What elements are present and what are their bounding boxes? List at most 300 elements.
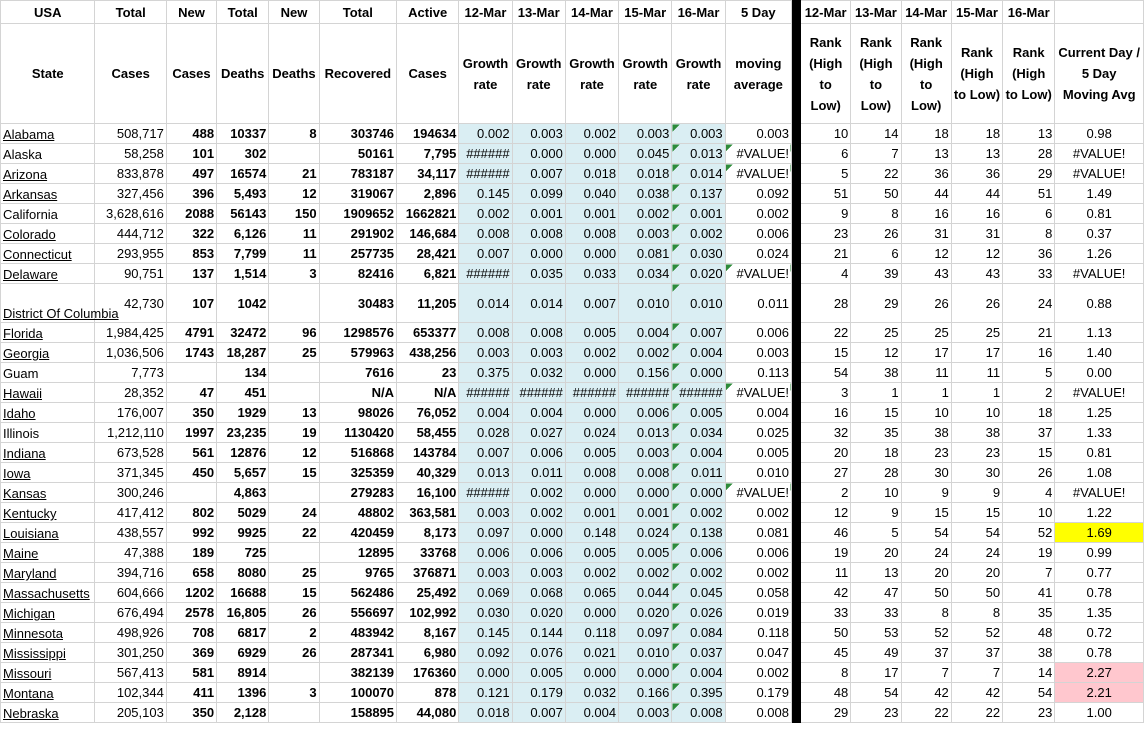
data-cell[interactable]: 15 — [269, 463, 319, 483]
data-cell[interactable]: 102,992 — [397, 603, 459, 623]
state-cell[interactable]: Connecticut — [1, 244, 95, 264]
data-cell[interactable]: 0.98 — [1055, 124, 1144, 144]
data-cell[interactable]: 0.069 — [459, 583, 512, 603]
data-cell[interactable]: 33 — [1003, 264, 1055, 284]
data-cell[interactable]: N/A — [397, 383, 459, 403]
data-cell[interactable]: 13 — [851, 563, 901, 583]
data-cell[interactable]: 0.047 — [725, 643, 791, 663]
data-cell[interactable]: 581 — [166, 663, 216, 683]
data-cell[interactable]: 10 — [1003, 503, 1055, 523]
data-cell[interactable]: 382139 — [319, 663, 396, 683]
data-cell[interactable]: 26 — [1003, 463, 1055, 483]
data-cell[interactable]: 0.006 — [512, 543, 565, 563]
state-cell[interactable]: Alaska — [1, 144, 95, 164]
data-cell[interactable]: 37 — [901, 643, 951, 663]
data-cell[interactable]: 562486 — [319, 583, 396, 603]
data-cell[interactable]: 11 — [951, 363, 1002, 383]
header-label-cell-9[interactable]: Growth rate — [565, 24, 618, 124]
data-cell[interactable]: 0.004 — [725, 403, 791, 423]
data-cell[interactable]: 4,863 — [217, 483, 269, 503]
header-label-cell-0[interactable]: State — [1, 24, 95, 124]
data-cell[interactable]: 1,212,110 — [95, 423, 166, 443]
data-cell[interactable]: 107 — [166, 284, 216, 323]
data-cell[interactable]: 0.013 — [619, 423, 672, 443]
data-cell[interactable]: 5,657 — [217, 463, 269, 483]
data-cell[interactable]: 0.038 — [619, 184, 672, 204]
data-cell[interactable]: 7616 — [319, 363, 396, 383]
data-cell[interactable]: 98026 — [319, 403, 396, 423]
data-cell[interactable]: 0.000 — [512, 244, 565, 264]
data-cell[interactable]: 25 — [901, 323, 951, 343]
data-cell[interactable]: 17 — [951, 343, 1002, 363]
data-cell[interactable]: 0.008 — [565, 463, 618, 483]
data-cell[interactable]: 0.003 — [619, 124, 672, 144]
data-cell[interactable]: 46 — [801, 523, 851, 543]
data-cell[interactable]: 0.007 — [459, 244, 512, 264]
data-cell[interactable]: 8 — [851, 204, 901, 224]
header-label-cell-12[interactable]: moving average — [725, 24, 791, 124]
data-cell[interactable]: 0.37 — [1055, 224, 1144, 244]
data-cell[interactable]: 20 — [901, 563, 951, 583]
data-cell[interactable]: 22 — [951, 703, 1002, 723]
header-top-cell-14[interactable]: 13-Mar — [851, 1, 901, 24]
state-cell[interactable]: Kentucky — [1, 503, 95, 523]
data-cell[interactable]: 9 — [851, 503, 901, 523]
data-cell[interactable]: 58,455 — [397, 423, 459, 443]
data-cell[interactable]: 16688 — [217, 583, 269, 603]
data-cell[interactable]: 0.003 — [512, 124, 565, 144]
data-cell[interactable]: 31 — [901, 224, 951, 244]
data-cell[interactable]: 0.007 — [459, 443, 512, 463]
data-cell[interactable]: 411 — [166, 683, 216, 703]
data-cell[interactable]: 33 — [851, 603, 901, 623]
data-cell[interactable]: 0.003 — [619, 703, 672, 723]
data-cell[interactable]: 15 — [901, 503, 951, 523]
data-cell[interactable]: 35 — [1003, 603, 1055, 623]
data-cell[interactable]: 1130420 — [319, 423, 396, 443]
data-cell[interactable]: 9765 — [319, 563, 396, 583]
data-cell[interactable]: 48 — [1003, 623, 1055, 643]
data-cell[interactable]: 6929 — [217, 643, 269, 663]
data-cell[interactable]: 0.004 — [619, 323, 672, 343]
header-label-cell-6[interactable]: Cases — [397, 24, 459, 124]
state-cell[interactable]: Montana — [1, 683, 95, 703]
data-cell[interactable]: 556697 — [319, 603, 396, 623]
data-cell[interactable]: 54 — [851, 683, 901, 703]
data-cell[interactable]: 50161 — [319, 144, 396, 164]
data-cell[interactable]: 516868 — [319, 443, 396, 463]
data-cell[interactable]: 101 — [166, 144, 216, 164]
data-cell[interactable]: 1 — [851, 383, 901, 403]
data-cell[interactable]: 0.004 — [672, 663, 725, 683]
data-cell[interactable]: 7,799 — [217, 244, 269, 264]
data-cell[interactable]: 0.010 — [725, 463, 791, 483]
data-cell[interactable]: 47,388 — [95, 543, 166, 563]
data-cell[interactable]: 0.010 — [619, 643, 672, 663]
data-cell[interactable]: 0.001 — [512, 204, 565, 224]
data-cell[interactable]: ###### — [619, 383, 672, 403]
data-cell[interactable]: 579963 — [319, 343, 396, 363]
data-cell[interactable] — [269, 383, 319, 403]
data-cell[interactable]: 0.008 — [672, 703, 725, 723]
data-cell[interactable]: 257735 — [319, 244, 396, 264]
data-cell[interactable]: 39 — [851, 264, 901, 284]
data-cell[interactable]: 561 — [166, 443, 216, 463]
data-cell[interactable]: 26 — [269, 643, 319, 663]
data-cell[interactable]: 11 — [269, 224, 319, 244]
data-cell[interactable]: 23 — [901, 443, 951, 463]
data-cell[interactable]: 0.084 — [672, 623, 725, 643]
data-cell[interactable]: 4 — [801, 264, 851, 284]
data-cell[interactable]: 1.13 — [1055, 323, 1144, 343]
state-cell[interactable]: Kansas — [1, 483, 95, 503]
data-cell[interactable]: 24 — [901, 543, 951, 563]
header-top-cell-3[interactable]: Total — [217, 1, 269, 24]
data-cell[interactable]: 8 — [801, 663, 851, 683]
data-cell[interactable]: 0.099 — [512, 184, 565, 204]
data-cell[interactable]: 0.065 — [565, 583, 618, 603]
data-cell[interactable]: 7 — [851, 144, 901, 164]
data-cell[interactable]: 1929 — [217, 403, 269, 423]
data-cell[interactable]: 48802 — [319, 503, 396, 523]
data-cell[interactable]: 43 — [901, 264, 951, 284]
data-cell[interactable]: 0.000 — [512, 144, 565, 164]
data-cell[interactable]: 24 — [269, 503, 319, 523]
data-cell[interactable]: 0.005 — [672, 403, 725, 423]
data-cell[interactable]: 0.032 — [565, 683, 618, 703]
data-cell[interactable]: 0.118 — [565, 623, 618, 643]
data-cell[interactable]: 287341 — [319, 643, 396, 663]
data-cell[interactable]: #VALUE! — [1055, 383, 1144, 403]
state-cell[interactable]: Minnesota — [1, 623, 95, 643]
data-cell[interactable]: 1997 — [166, 423, 216, 443]
data-cell[interactable]: 11 — [901, 363, 951, 383]
data-cell[interactable]: 300,246 — [95, 483, 166, 503]
header-top-cell-13[interactable]: 12-Mar — [801, 1, 851, 24]
data-cell[interactable]: 0.045 — [619, 144, 672, 164]
data-cell[interactable]: ###### — [565, 383, 618, 403]
data-cell[interactable]: 673,528 — [95, 443, 166, 463]
data-cell[interactable]: 49 — [851, 643, 901, 663]
data-cell[interactable]: 878 — [397, 683, 459, 703]
data-cell[interactable]: 7,795 — [397, 144, 459, 164]
data-cell[interactable]: 6 — [1003, 204, 1055, 224]
data-cell[interactable]: 0.72 — [1055, 623, 1144, 643]
data-cell[interactable]: 0.78 — [1055, 643, 1144, 663]
data-cell[interactable]: 54 — [951, 523, 1002, 543]
data-cell[interactable]: 0.092 — [725, 184, 791, 204]
header-top-cell-9[interactable]: 14-Mar — [565, 1, 618, 24]
header-top-cell-4[interactable]: New — [269, 1, 319, 24]
data-cell[interactable]: 0.007 — [565, 284, 618, 323]
data-cell[interactable]: 50 — [851, 184, 901, 204]
data-cell[interactable]: 44,080 — [397, 703, 459, 723]
data-cell[interactable]: 13 — [901, 144, 951, 164]
data-cell[interactable]: 322 — [166, 224, 216, 244]
state-cell[interactable]: Mississippi — [1, 643, 95, 663]
data-cell[interactable]: 29 — [851, 284, 901, 323]
data-cell[interactable]: 0.007 — [512, 703, 565, 723]
data-cell[interactable]: 37 — [951, 643, 1002, 663]
data-cell[interactable]: 2088 — [166, 204, 216, 224]
data-cell[interactable]: 0.005 — [565, 543, 618, 563]
data-cell[interactable]: 6,126 — [217, 224, 269, 244]
data-cell[interactable]: 18 — [951, 124, 1002, 144]
data-cell[interactable]: 0.81 — [1055, 443, 1144, 463]
data-cell[interactable]: 45 — [801, 643, 851, 663]
header-label-cell-1[interactable]: Cases — [95, 24, 166, 124]
data-cell[interactable]: 38 — [951, 423, 1002, 443]
data-cell[interactable]: 22 — [269, 523, 319, 543]
header-top-cell-8[interactable]: 13-Mar — [512, 1, 565, 24]
state-cell[interactable]: Iowa — [1, 463, 95, 483]
data-cell[interactable]: 0.005 — [565, 323, 618, 343]
data-cell[interactable]: 20 — [801, 443, 851, 463]
data-cell[interactable]: 802 — [166, 503, 216, 523]
data-cell[interactable]: 0.179 — [725, 683, 791, 703]
state-cell[interactable]: California — [1, 204, 95, 224]
data-cell[interactable]: 21 — [269, 164, 319, 184]
header-label-cell-8[interactable]: Growth rate — [512, 24, 565, 124]
data-cell[interactable]: 2.21 — [1055, 683, 1144, 703]
data-cell[interactable]: 0.097 — [459, 523, 512, 543]
data-cell[interactable]: ###### — [672, 383, 725, 403]
data-cell[interactable]: 508,717 — [95, 124, 166, 144]
data-cell[interactable]: 0.002 — [512, 483, 565, 503]
data-cell[interactable]: 0.024 — [565, 423, 618, 443]
data-cell[interactable]: 176,007 — [95, 403, 166, 423]
data-cell[interactable]: 8,167 — [397, 623, 459, 643]
data-cell[interactable]: 2578 — [166, 603, 216, 623]
data-cell[interactable]: 0.118 — [725, 623, 791, 643]
data-cell[interactable]: 350 — [166, 403, 216, 423]
data-cell[interactable]: 0.008 — [512, 224, 565, 244]
data-cell[interactable]: 0.030 — [672, 244, 725, 264]
data-cell[interactable]: 6817 — [217, 623, 269, 643]
data-cell[interactable]: 0.024 — [725, 244, 791, 264]
data-cell[interactable]: 293,955 — [95, 244, 166, 264]
data-cell[interactable]: 16 — [801, 403, 851, 423]
state-cell[interactable]: Delaware — [1, 264, 95, 284]
data-cell[interactable]: 23,235 — [217, 423, 269, 443]
data-cell[interactable]: 0.00 — [1055, 363, 1144, 383]
data-cell[interactable]: 6,980 — [397, 643, 459, 663]
data-cell[interactable]: 0.076 — [512, 643, 565, 663]
data-cell[interactable]: 2 — [1003, 383, 1055, 403]
state-cell[interactable]: Illinois — [1, 423, 95, 443]
data-cell[interactable]: 5 — [1003, 363, 1055, 383]
data-cell[interactable]: 1,036,506 — [95, 343, 166, 363]
data-cell[interactable]: 1396 — [217, 683, 269, 703]
data-cell[interactable]: 42 — [901, 683, 951, 703]
data-cell[interactable]: #VALUE! — [725, 264, 791, 284]
data-cell[interactable]: 1.08 — [1055, 463, 1144, 483]
data-cell[interactable]: 12 — [269, 443, 319, 463]
data-cell[interactable]: 23 — [1003, 703, 1055, 723]
data-cell[interactable]: 36 — [951, 164, 1002, 184]
data-cell[interactable]: 6 — [851, 244, 901, 264]
data-cell[interactable]: 8 — [901, 603, 951, 623]
data-cell[interactable]: 0.003 — [459, 503, 512, 523]
data-cell[interactable]: 7 — [951, 663, 1002, 683]
data-cell[interactable]: ###### — [459, 264, 512, 284]
data-cell[interactable]: 3,628,616 — [95, 204, 166, 224]
data-cell[interactable]: 0.000 — [565, 244, 618, 264]
data-cell[interactable]: 0.002 — [619, 563, 672, 583]
data-cell[interactable]: 24 — [951, 543, 1002, 563]
data-cell[interactable]: 0.004 — [459, 403, 512, 423]
data-cell[interactable]: 420459 — [319, 523, 396, 543]
data-cell[interactable]: 11,205 — [397, 284, 459, 323]
data-cell[interactable]: 658 — [166, 563, 216, 583]
state-cell[interactable]: Hawaii — [1, 383, 95, 403]
header-label-cell-11[interactable]: Growth rate — [672, 24, 725, 124]
data-cell[interactable]: 0.010 — [672, 284, 725, 323]
header-label-cell-4[interactable]: Deaths — [269, 24, 319, 124]
data-cell[interactable]: 15 — [851, 403, 901, 423]
data-cell[interactable]: 0.003 — [512, 563, 565, 583]
state-cell[interactable]: Indiana — [1, 443, 95, 463]
data-cell[interactable]: N/A — [319, 383, 396, 403]
data-cell[interactable]: 438,256 — [397, 343, 459, 363]
data-cell[interactable]: 15 — [269, 583, 319, 603]
data-cell[interactable]: 2 — [269, 623, 319, 643]
data-cell[interactable]: 0.156 — [619, 363, 672, 383]
data-cell[interactable]: 279283 — [319, 483, 396, 503]
data-cell[interactable]: 146,684 — [397, 224, 459, 244]
data-cell[interactable]: 8080 — [217, 563, 269, 583]
data-cell[interactable]: 0.044 — [619, 583, 672, 603]
data-cell[interactable]: 0.040 — [565, 184, 618, 204]
data-cell[interactable]: 0.002 — [725, 663, 791, 683]
data-cell[interactable]: 15 — [801, 343, 851, 363]
data-cell[interactable]: 833,878 — [95, 164, 166, 184]
data-cell[interactable]: 26 — [269, 603, 319, 623]
state-cell[interactable]: Maine — [1, 543, 95, 563]
data-cell[interactable]: 0.014 — [672, 164, 725, 184]
data-cell[interactable]: 35 — [851, 423, 901, 443]
data-cell[interactable]: 438,557 — [95, 523, 166, 543]
data-cell[interactable]: 21 — [801, 244, 851, 264]
data-cell[interactable]: 158895 — [319, 703, 396, 723]
data-cell[interactable]: 53 — [851, 623, 901, 643]
data-cell[interactable]: 497 — [166, 164, 216, 184]
data-cell[interactable]: 12 — [801, 503, 851, 523]
data-cell[interactable]: 0.006 — [725, 224, 791, 244]
data-cell[interactable]: 38 — [851, 363, 901, 383]
data-cell[interactable]: 8 — [951, 603, 1002, 623]
header-top-cell-6[interactable]: Active — [397, 1, 459, 24]
data-cell[interactable]: 22 — [851, 164, 901, 184]
data-cell[interactable]: 0.002 — [512, 503, 565, 523]
data-cell[interactable]: 0.030 — [459, 603, 512, 623]
data-cell[interactable]: 10 — [901, 403, 951, 423]
data-cell[interactable]: 56143 — [217, 204, 269, 224]
data-cell[interactable]: 1.40 — [1055, 343, 1144, 363]
data-cell[interactable]: 451 — [217, 383, 269, 403]
data-cell[interactable]: 0.005 — [619, 543, 672, 563]
header-top-cell-2[interactable]: New — [166, 1, 216, 24]
data-cell[interactable]: 0.014 — [459, 284, 512, 323]
data-cell[interactable]: 15 — [1003, 443, 1055, 463]
data-cell[interactable]: 29 — [1003, 164, 1055, 184]
data-cell[interactable]: 19 — [801, 543, 851, 563]
data-cell[interactable]: 0.000 — [565, 603, 618, 623]
data-cell[interactable]: 189 — [166, 543, 216, 563]
data-cell[interactable]: 1 — [951, 383, 1002, 403]
data-cell[interactable]: 0.045 — [672, 583, 725, 603]
data-cell[interactable]: 0.000 — [459, 663, 512, 683]
data-cell[interactable]: 1.69 — [1055, 523, 1144, 543]
data-cell[interactable]: 0.092 — [459, 643, 512, 663]
state-cell[interactable]: Missouri — [1, 663, 95, 683]
data-cell[interactable]: 42 — [951, 683, 1002, 703]
data-cell[interactable]: 369 — [166, 643, 216, 663]
data-cell[interactable]: 0.006 — [672, 543, 725, 563]
data-cell[interactable]: 11 — [269, 244, 319, 264]
data-cell[interactable]: 50 — [901, 583, 951, 603]
data-cell[interactable]: 0.020 — [672, 264, 725, 284]
data-cell[interactable] — [269, 284, 319, 323]
data-cell[interactable]: 42,730 — [95, 284, 166, 323]
data-cell[interactable]: 0.035 — [512, 264, 565, 284]
data-cell[interactable]: 12 — [951, 244, 1002, 264]
data-cell[interactable]: 15 — [951, 503, 1002, 523]
header-label-cell-17[interactable]: Rank (High to Low) — [1003, 24, 1055, 124]
data-cell[interactable]: #VALUE! — [725, 483, 791, 503]
data-cell[interactable]: #VALUE! — [1055, 144, 1144, 164]
data-cell[interactable]: 23 — [397, 363, 459, 383]
header-label-cell-5[interactable]: Recovered — [319, 24, 396, 124]
data-cell[interactable]: 488 — [166, 124, 216, 144]
data-cell[interactable]: 96 — [269, 323, 319, 343]
data-cell[interactable]: 13 — [1003, 124, 1055, 144]
data-cell[interactable]: 12 — [851, 343, 901, 363]
data-cell[interactable]: 58,258 — [95, 144, 166, 164]
data-cell[interactable]: 28,352 — [95, 383, 166, 403]
data-cell[interactable]: 1909652 — [319, 204, 396, 224]
data-cell[interactable]: 44 — [951, 184, 1002, 204]
data-cell[interactable]: 0.002 — [565, 124, 618, 144]
data-cell[interactable]: 28 — [851, 463, 901, 483]
data-cell[interactable]: 48 — [801, 683, 851, 703]
header-label-cell-13[interactable]: Rank (High to Low) — [801, 24, 851, 124]
data-cell[interactable]: 2,896 — [397, 184, 459, 204]
data-cell[interactable]: 0.034 — [619, 264, 672, 284]
data-cell[interactable]: 16,805 — [217, 603, 269, 623]
data-cell[interactable]: 0.002 — [672, 224, 725, 244]
data-cell[interactable]: 33 — [801, 603, 851, 623]
data-cell[interactable]: 23 — [851, 703, 901, 723]
data-cell[interactable]: 18 — [901, 124, 951, 144]
data-cell[interactable]: 1.00 — [1055, 703, 1144, 723]
data-cell[interactable]: 143784 — [397, 443, 459, 463]
data-cell[interactable]: 0.002 — [459, 204, 512, 224]
data-cell[interactable]: 0.020 — [512, 603, 565, 623]
data-cell[interactable]: 0.008 — [459, 323, 512, 343]
data-cell[interactable]: 0.78 — [1055, 583, 1144, 603]
data-cell[interactable]: 0.001 — [565, 503, 618, 523]
data-cell[interactable]: 992 — [166, 523, 216, 543]
header-top-cell-16[interactable]: 15-Mar — [951, 1, 1002, 24]
data-cell[interactable]: 9 — [801, 204, 851, 224]
data-cell[interactable]: 396 — [166, 184, 216, 204]
data-cell[interactable]: 0.002 — [565, 343, 618, 363]
data-cell[interactable] — [269, 363, 319, 383]
data-cell[interactable]: 44 — [901, 184, 951, 204]
state-cell[interactable]: Alabama — [1, 124, 95, 144]
data-cell[interactable]: 708 — [166, 623, 216, 643]
